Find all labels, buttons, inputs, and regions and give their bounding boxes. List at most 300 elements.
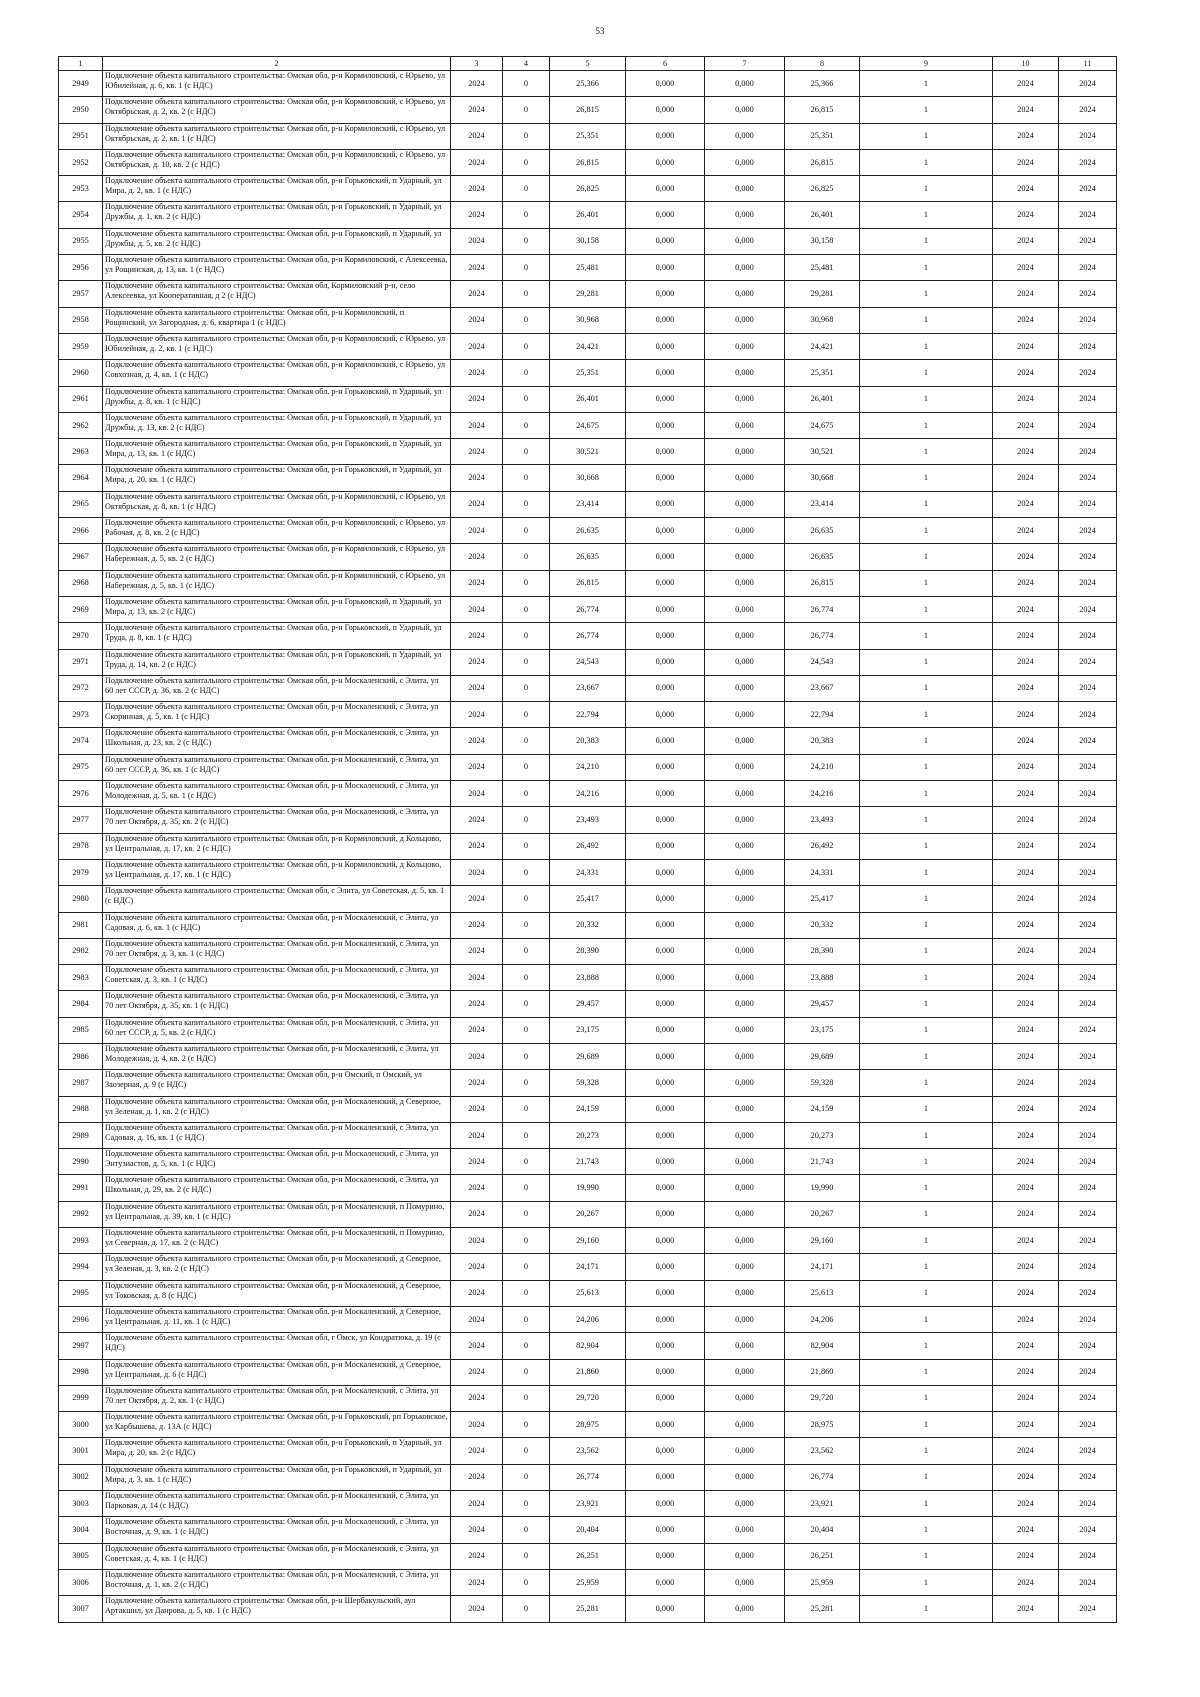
col-5-amount: 25,959 [550, 1569, 626, 1595]
col-5-amount: 24,210 [550, 754, 626, 780]
col-8-amount: 19,990 [785, 1175, 860, 1201]
col-8-amount: 25,351 [785, 360, 860, 386]
col-4-value: 0 [503, 1517, 550, 1543]
col-4-value: 0 [503, 255, 550, 281]
col-9-count: 1 [860, 965, 993, 991]
col-10-year: 2024 [993, 1254, 1059, 1280]
col-5-amount: 24,206 [550, 1306, 626, 1332]
col-6-amount: 0,000 [626, 1412, 705, 1438]
col-10-year: 2024 [993, 386, 1059, 412]
col-8-amount: 28,390 [785, 938, 860, 964]
col-4-value: 0 [503, 623, 550, 649]
column-header-11: 11 [1059, 57, 1117, 71]
header-row [59, 57, 1117, 71]
col-11-year: 2024 [1059, 807, 1117, 833]
col-9-count: 1 [860, 649, 993, 675]
col-6-amount: 0,000 [626, 412, 705, 438]
col-6-amount: 0,000 [626, 649, 705, 675]
col-11-year: 2024 [1059, 1569, 1117, 1595]
col-4-value: 0 [503, 149, 550, 175]
col-4-value: 0 [503, 1096, 550, 1122]
col-7-amount: 0,000 [705, 728, 785, 754]
object-description: Подключение объекта капитального строительства: Омская обл, р-н Москаленский, с Элита, ул Садовая, д. 6, кв. 1 (с НДС) [103, 912, 451, 938]
object-description: Подключение объекта капитального строительства: Омская обл, р-н Москаленский, с Элита, ул Восточная, д. 1, кв. 2 (с НДС) [103, 1569, 451, 1595]
col-9-count: 1 [860, 912, 993, 938]
col-9-count: 1 [860, 1333, 993, 1359]
col-5-amount: 23,921 [550, 1491, 626, 1517]
col-5-amount: 24,171 [550, 1254, 626, 1280]
object-description: Подключение объекта капитального строительства: Омская обл, р-н Горьковский, п Ударный, ул Мира, д. 3, кв. 1 (с НДС) [103, 1464, 451, 1490]
col-4-value: 0 [503, 202, 550, 228]
col-8-amount: 23,493 [785, 807, 860, 833]
col-7-amount: 0,000 [705, 675, 785, 701]
row-number: 3001 [59, 1438, 103, 1464]
col-11-year: 2024 [1059, 754, 1117, 780]
row-number: 2993 [59, 1228, 103, 1254]
col-7-amount: 0,000 [705, 412, 785, 438]
col-4-value: 0 [503, 1280, 550, 1306]
object-description: Подключение объекта капитального строительства: Омская обл, р-н Москаленский, с Элита, ул Восточная, д. 9, кв. 1 (с НДС) [103, 1517, 451, 1543]
col-9-count: 1 [860, 1254, 993, 1280]
col-11-year: 2024 [1059, 1122, 1117, 1148]
col-9-count: 1 [860, 728, 993, 754]
object-description: Подключение объекта капитального строительства: Омская обл, р-н Москаленский, д Северное, ул Центральная, д. 6 (с НДС) [103, 1359, 451, 1385]
col-7-amount: 0,000 [705, 1254, 785, 1280]
col-3-year: 2024 [451, 202, 503, 228]
col-10-year: 2024 [993, 754, 1059, 780]
row-number: 2967 [59, 544, 103, 570]
col-11-year: 2024 [1059, 360, 1117, 386]
col-6-amount: 0,000 [626, 859, 705, 885]
col-10-year: 2024 [993, 833, 1059, 859]
col-11-year: 2024 [1059, 991, 1117, 1017]
table-row [59, 176, 1117, 202]
col-5-amount: 29,160 [550, 1228, 626, 1254]
row-number: 2984 [59, 991, 103, 1017]
col-10-year: 2024 [993, 1359, 1059, 1385]
object-description: Подключение объекта капитального строительства: Омская обл, р-н Кормиловский, д Кольцово, ул Центральная, д. 17, кв. 1 (с НДС) [103, 859, 451, 885]
table-row [59, 1201, 1117, 1227]
col-10-year: 2024 [993, 1543, 1059, 1569]
col-7-amount: 0,000 [705, 1517, 785, 1543]
col-10-year: 2024 [993, 307, 1059, 333]
data-table-container [58, 56, 1116, 1623]
object-description: Подключение объекта капитального строительства: Омская обл, с Элита, ул Советская, д. 5, кв. 1 (с НДС) [103, 886, 451, 912]
object-description: Подключение объекта капитального строительства: Омская обл, р-н Омский, п Омский, ул Заозерная, д. 9 (с НДС) [103, 1070, 451, 1096]
col-5-amount: 22,794 [550, 702, 626, 728]
col-3-year: 2024 [451, 228, 503, 254]
col-11-year: 2024 [1059, 255, 1117, 281]
col-4-value: 0 [503, 1070, 550, 1096]
col-3-year: 2024 [451, 728, 503, 754]
col-5-amount: 30,968 [550, 307, 626, 333]
col-5-amount: 21,860 [550, 1359, 626, 1385]
object-description: Подключение объекта капитального строительства: Омская обл, р-н Шербакульский, аул Артакшил, ул Данрова, д. 5, кв. 1 (с НДС) [103, 1596, 451, 1622]
col-3-year: 2024 [451, 1254, 503, 1280]
object-description: Подключение объекта капитального строительства: Омская обл, р-н Москаленский, п Помурино, ул Северная, д. 17, кв. 2 (с НДС) [103, 1228, 451, 1254]
table-row [59, 1175, 1117, 1201]
table-row [59, 412, 1117, 438]
col-7-amount: 0,000 [705, 1385, 785, 1411]
col-8-amount: 29,160 [785, 1228, 860, 1254]
col-5-amount: 23,562 [550, 1438, 626, 1464]
table-row [59, 1149, 1117, 1175]
col-3-year: 2024 [451, 1070, 503, 1096]
col-5-amount: 26,774 [550, 623, 626, 649]
col-11-year: 2024 [1059, 307, 1117, 333]
col-7-amount: 0,000 [705, 307, 785, 333]
col-3-year: 2024 [451, 833, 503, 859]
col-7-amount: 0,000 [705, 149, 785, 175]
table-row [59, 360, 1117, 386]
row-number: 2997 [59, 1333, 103, 1359]
col-3-year: 2024 [451, 1333, 503, 1359]
row-number: 2972 [59, 675, 103, 701]
col-9-count: 1 [860, 596, 993, 622]
col-7-amount: 0,000 [705, 544, 785, 570]
col-7-amount: 0,000 [705, 202, 785, 228]
col-9-count: 1 [860, 71, 993, 97]
col-3-year: 2024 [451, 97, 503, 123]
col-5-amount: 24,159 [550, 1096, 626, 1122]
col-7-amount: 0,000 [705, 1228, 785, 1254]
col-9-count: 1 [860, 1306, 993, 1332]
col-6-amount: 0,000 [626, 886, 705, 912]
col-5-amount: 21,743 [550, 1149, 626, 1175]
col-7-amount: 0,000 [705, 1438, 785, 1464]
table-row [59, 71, 1117, 97]
column-header-10: 10 [993, 57, 1059, 71]
object-description: Подключение объекта капитального строительства: Омская обл, р-н Кормиловский, с Юрьево, ул Совхозная, д. 4, кв. 1 (с НДС) [103, 360, 451, 386]
col-7-amount: 0,000 [705, 1543, 785, 1569]
object-description: Подключение объекта капитального строительства: Омская обл, р-н Горьковский, п Ударный, ул Дружбы, д. 1, кв. 2 (с НДС) [103, 202, 451, 228]
col-3-year: 2024 [451, 465, 503, 491]
object-description: Подключение объекта капитального строительства: Омская обл, р-н Горьковский, п Ударный, ул Труда, д. 8, кв. 1 (с НДС) [103, 623, 451, 649]
col-11-year: 2024 [1059, 1385, 1117, 1411]
col-5-amount: 24,421 [550, 333, 626, 359]
col-4-value: 0 [503, 1228, 550, 1254]
col-8-amount: 24,159 [785, 1096, 860, 1122]
col-4-value: 0 [503, 754, 550, 780]
col-3-year: 2024 [451, 702, 503, 728]
row-number: 2999 [59, 1385, 103, 1411]
col-5-amount: 24,331 [550, 859, 626, 885]
col-7-amount: 0,000 [705, 333, 785, 359]
object-description: Подключение объекта капитального строительства: Омская обл, р-н Москаленский, с Элита, ул 60 лет СССР, д. 36, кв. 2 (с НДС) [103, 675, 451, 701]
col-11-year: 2024 [1059, 386, 1117, 412]
col-6-amount: 0,000 [626, 1569, 705, 1595]
col-9-count: 1 [860, 360, 993, 386]
col-7-amount: 0,000 [705, 702, 785, 728]
col-4-value: 0 [503, 1569, 550, 1595]
col-4-value: 0 [503, 1359, 550, 1385]
col-7-amount: 0,000 [705, 965, 785, 991]
col-11-year: 2024 [1059, 176, 1117, 202]
object-description: Подключение объекта капитального строительства: Омская обл, р-н Москаленский, с Элита, ул Молодежная, д. 4, кв. 2 (с НДС) [103, 1043, 451, 1069]
table-row [59, 1070, 1117, 1096]
table-row [59, 1122, 1117, 1148]
col-6-amount: 0,000 [626, 1149, 705, 1175]
col-6-amount: 0,000 [626, 333, 705, 359]
col-3-year: 2024 [451, 570, 503, 596]
table-row [59, 1438, 1117, 1464]
col-4-value: 0 [503, 465, 550, 491]
col-7-amount: 0,000 [705, 781, 785, 807]
col-7-amount: 0,000 [705, 228, 785, 254]
col-5-amount: 26,492 [550, 833, 626, 859]
col-10-year: 2024 [993, 807, 1059, 833]
col-8-amount: 25,281 [785, 1596, 860, 1622]
col-9-count: 1 [860, 228, 993, 254]
col-5-amount: 20,267 [550, 1201, 626, 1227]
col-4-value: 0 [503, 675, 550, 701]
col-9-count: 1 [860, 781, 993, 807]
column-header-6: 6 [626, 57, 705, 71]
col-4-value: 0 [503, 1412, 550, 1438]
col-6-amount: 0,000 [626, 675, 705, 701]
table-row [59, 281, 1117, 307]
col-9-count: 1 [860, 938, 993, 964]
col-11-year: 2024 [1059, 71, 1117, 97]
col-5-amount: 25,417 [550, 886, 626, 912]
col-4-value: 0 [503, 228, 550, 254]
col-11-year: 2024 [1059, 97, 1117, 123]
col-5-amount: 26,635 [550, 518, 626, 544]
col-4-value: 0 [503, 71, 550, 97]
col-3-year: 2024 [451, 307, 503, 333]
row-number: 2987 [59, 1070, 103, 1096]
object-description: Подключение объекта капитального строительства: Омская обл, р-н Горьковский, п Ударный, ул Дружбы, д. 5, кв. 2 (с НДС) [103, 228, 451, 254]
col-5-amount: 24,216 [550, 781, 626, 807]
table-row [59, 97, 1117, 123]
col-3-year: 2024 [451, 1043, 503, 1069]
row-number: 2976 [59, 781, 103, 807]
col-5-amount: 82,904 [550, 1333, 626, 1359]
col-6-amount: 0,000 [626, 1517, 705, 1543]
col-10-year: 2024 [993, 202, 1059, 228]
col-10-year: 2024 [993, 333, 1059, 359]
col-11-year: 2024 [1059, 1412, 1117, 1438]
table-row [59, 991, 1117, 1017]
col-3-year: 2024 [451, 1359, 503, 1385]
col-11-year: 2024 [1059, 412, 1117, 438]
col-10-year: 2024 [993, 1517, 1059, 1543]
col-5-amount: 26,401 [550, 386, 626, 412]
col-5-amount: 29,720 [550, 1385, 626, 1411]
col-8-amount: 24,216 [785, 781, 860, 807]
table-row [59, 1333, 1117, 1359]
col-10-year: 2024 [993, 1385, 1059, 1411]
col-10-year: 2024 [993, 149, 1059, 175]
col-5-amount: 20,383 [550, 728, 626, 754]
col-10-year: 2024 [993, 702, 1059, 728]
col-4-value: 0 [503, 1149, 550, 1175]
col-9-count: 1 [860, 255, 993, 281]
row-number: 2992 [59, 1201, 103, 1227]
table-row [59, 228, 1117, 254]
col-3-year: 2024 [451, 649, 503, 675]
row-number: 2949 [59, 71, 103, 97]
col-9-count: 1 [860, 123, 993, 149]
col-11-year: 2024 [1059, 728, 1117, 754]
col-7-amount: 0,000 [705, 1017, 785, 1043]
row-number: 2970 [59, 623, 103, 649]
row-number: 2974 [59, 728, 103, 754]
col-8-amount: 26,635 [785, 518, 860, 544]
table-row [59, 491, 1117, 517]
col-7-amount: 0,000 [705, 439, 785, 465]
object-description: Подключение объекта капитального строительства: Омская обл, р-н Москаленский, с Элита, ул Школьная, д. 29, кв. 2 (с НДС) [103, 1175, 451, 1201]
col-8-amount: 25,417 [785, 886, 860, 912]
col-3-year: 2024 [451, 1491, 503, 1517]
col-10-year: 2024 [993, 859, 1059, 885]
col-8-amount: 20,383 [785, 728, 860, 754]
col-10-year: 2024 [993, 176, 1059, 202]
col-5-amount: 26,815 [550, 570, 626, 596]
col-5-amount: 25,613 [550, 1280, 626, 1306]
col-7-amount: 0,000 [705, 912, 785, 938]
col-10-year: 2024 [993, 1306, 1059, 1332]
col-9-count: 1 [860, 1438, 993, 1464]
col-8-amount: 25,351 [785, 123, 860, 149]
col-5-amount: 26,825 [550, 176, 626, 202]
object-description: Подключение объекта капитального строительства: Омская обл, р-н Горьковский, п Ударный, ул Мира, д. 20, кв. 2 (с НДС) [103, 1438, 451, 1464]
col-8-amount: 26,774 [785, 1464, 860, 1490]
col-7-amount: 0,000 [705, 1569, 785, 1595]
col-4-value: 0 [503, 386, 550, 412]
col-7-amount: 0,000 [705, 886, 785, 912]
col-4-value: 0 [503, 281, 550, 307]
col-8-amount: 24,331 [785, 859, 860, 885]
col-3-year: 2024 [451, 1543, 503, 1569]
col-7-amount: 0,000 [705, 1175, 785, 1201]
col-7-amount: 0,000 [705, 1359, 785, 1385]
col-8-amount: 25,481 [785, 255, 860, 281]
object-description: Подключение объекта капитального строительства: Омская обл, р-н Кормиловский, с Юрьево, ул Рабочая, д. 8, кв. 2 (с НДС) [103, 518, 451, 544]
col-6-amount: 0,000 [626, 544, 705, 570]
col-10-year: 2024 [993, 491, 1059, 517]
col-9-count: 1 [860, 1070, 993, 1096]
col-10-year: 2024 [993, 465, 1059, 491]
col-3-year: 2024 [451, 1122, 503, 1148]
col-7-amount: 0,000 [705, 360, 785, 386]
col-10-year: 2024 [993, 912, 1059, 938]
col-8-amount: 26,401 [785, 202, 860, 228]
col-4-value: 0 [503, 333, 550, 359]
table-header [59, 57, 1117, 71]
col-9-count: 1 [860, 991, 993, 1017]
col-11-year: 2024 [1059, 675, 1117, 701]
column-header-4: 4 [503, 57, 550, 71]
col-3-year: 2024 [451, 807, 503, 833]
col-3-year: 2024 [451, 1306, 503, 1332]
col-8-amount: 82,904 [785, 1333, 860, 1359]
object-description: Подключение объекта капитального строительства: Омская обл, р-н Москаленский, д Северное, ул Зеленая, д. 3, кв. 2 (с НДС) [103, 1254, 451, 1280]
col-10-year: 2024 [993, 1333, 1059, 1359]
col-9-count: 1 [860, 1149, 993, 1175]
col-5-amount: 29,457 [550, 991, 626, 1017]
col-8-amount: 29,457 [785, 991, 860, 1017]
col-6-amount: 0,000 [626, 176, 705, 202]
table-row [59, 386, 1117, 412]
table-row [59, 1228, 1117, 1254]
col-9-count: 1 [860, 807, 993, 833]
object-description: Подключение объекта капитального строительства: Омская обл, р-н Москаленский, с Элита, ул Советская, д. 3, кв. 1 (с НДС) [103, 965, 451, 991]
col-11-year: 2024 [1059, 1333, 1117, 1359]
col-8-amount: 24,210 [785, 754, 860, 780]
col-9-count: 1 [860, 202, 993, 228]
col-3-year: 2024 [451, 518, 503, 544]
col-7-amount: 0,000 [705, 518, 785, 544]
col-6-amount: 0,000 [626, 439, 705, 465]
column-header-3: 3 [451, 57, 503, 71]
col-6-amount: 0,000 [626, 1333, 705, 1359]
col-5-amount: 23,414 [550, 491, 626, 517]
col-11-year: 2024 [1059, 1070, 1117, 1096]
table-row [59, 1280, 1117, 1306]
col-3-year: 2024 [451, 491, 503, 517]
col-6-amount: 0,000 [626, 386, 705, 412]
col-8-amount: 26,635 [785, 544, 860, 570]
col-7-amount: 0,000 [705, 1464, 785, 1490]
object-description: Подключение объекта капитального строительства: Омская обл, р-н Горьковский, рп Горьковское, ул Карбышева, д. 13А (с НДС) [103, 1412, 451, 1438]
col-4-value: 0 [503, 176, 550, 202]
object-description: Подключение объекта капитального строительства: Омская обл, р-н Москаленский, д Северное, ул Токовская, д. 8 (с НДС) [103, 1280, 451, 1306]
col-7-amount: 0,000 [705, 1333, 785, 1359]
col-3-year: 2024 [451, 886, 503, 912]
col-11-year: 2024 [1059, 1280, 1117, 1306]
object-description: Подключение объекта капитального строительства: Омская обл, р-н Москаленский, с Элита, ул 60 лет СССР, д. 36, кв. 1 (с НДС) [103, 754, 451, 780]
col-7-amount: 0,000 [705, 97, 785, 123]
object-description: Подключение объекта капитального строительства: Омская обл, р-н Москаленский, д Северное, ул Зеленая, д. 1, кв. 2 (с НДС) [103, 1096, 451, 1122]
col-6-amount: 0,000 [626, 1043, 705, 1069]
col-8-amount: 20,273 [785, 1122, 860, 1148]
col-11-year: 2024 [1059, 938, 1117, 964]
col-6-amount: 0,000 [626, 360, 705, 386]
column-header-8: 8 [785, 57, 860, 71]
object-description: Подключение объекта капитального строительства: Омская обл, р-н Москаленский, с Элита, ул Молодежная, д. 5, кв. 1 (с НДС) [103, 781, 451, 807]
col-8-amount: 26,815 [785, 570, 860, 596]
col-10-year: 2024 [993, 1491, 1059, 1517]
col-10-year: 2024 [993, 886, 1059, 912]
col-7-amount: 0,000 [705, 465, 785, 491]
col-10-year: 2024 [993, 228, 1059, 254]
table-row [59, 728, 1117, 754]
col-10-year: 2024 [993, 1175, 1059, 1201]
col-6-amount: 0,000 [626, 202, 705, 228]
col-10-year: 2024 [993, 1280, 1059, 1306]
row-number: 3007 [59, 1596, 103, 1622]
col-10-year: 2024 [993, 1017, 1059, 1043]
row-number: 2998 [59, 1359, 103, 1385]
col-7-amount: 0,000 [705, 1201, 785, 1227]
col-4-value: 0 [503, 97, 550, 123]
col-3-year: 2024 [451, 781, 503, 807]
table-row [59, 202, 1117, 228]
col-8-amount: 29,689 [785, 1043, 860, 1069]
col-6-amount: 0,000 [626, 570, 705, 596]
col-6-amount: 0,000 [626, 1201, 705, 1227]
row-number: 2983 [59, 965, 103, 991]
col-9-count: 1 [860, 859, 993, 885]
col-9-count: 1 [860, 570, 993, 596]
col-3-year: 2024 [451, 386, 503, 412]
col-7-amount: 0,000 [705, 807, 785, 833]
col-5-amount: 30,668 [550, 465, 626, 491]
col-8-amount: 20,267 [785, 1201, 860, 1227]
col-10-year: 2024 [993, 1412, 1059, 1438]
col-6-amount: 0,000 [626, 1385, 705, 1411]
